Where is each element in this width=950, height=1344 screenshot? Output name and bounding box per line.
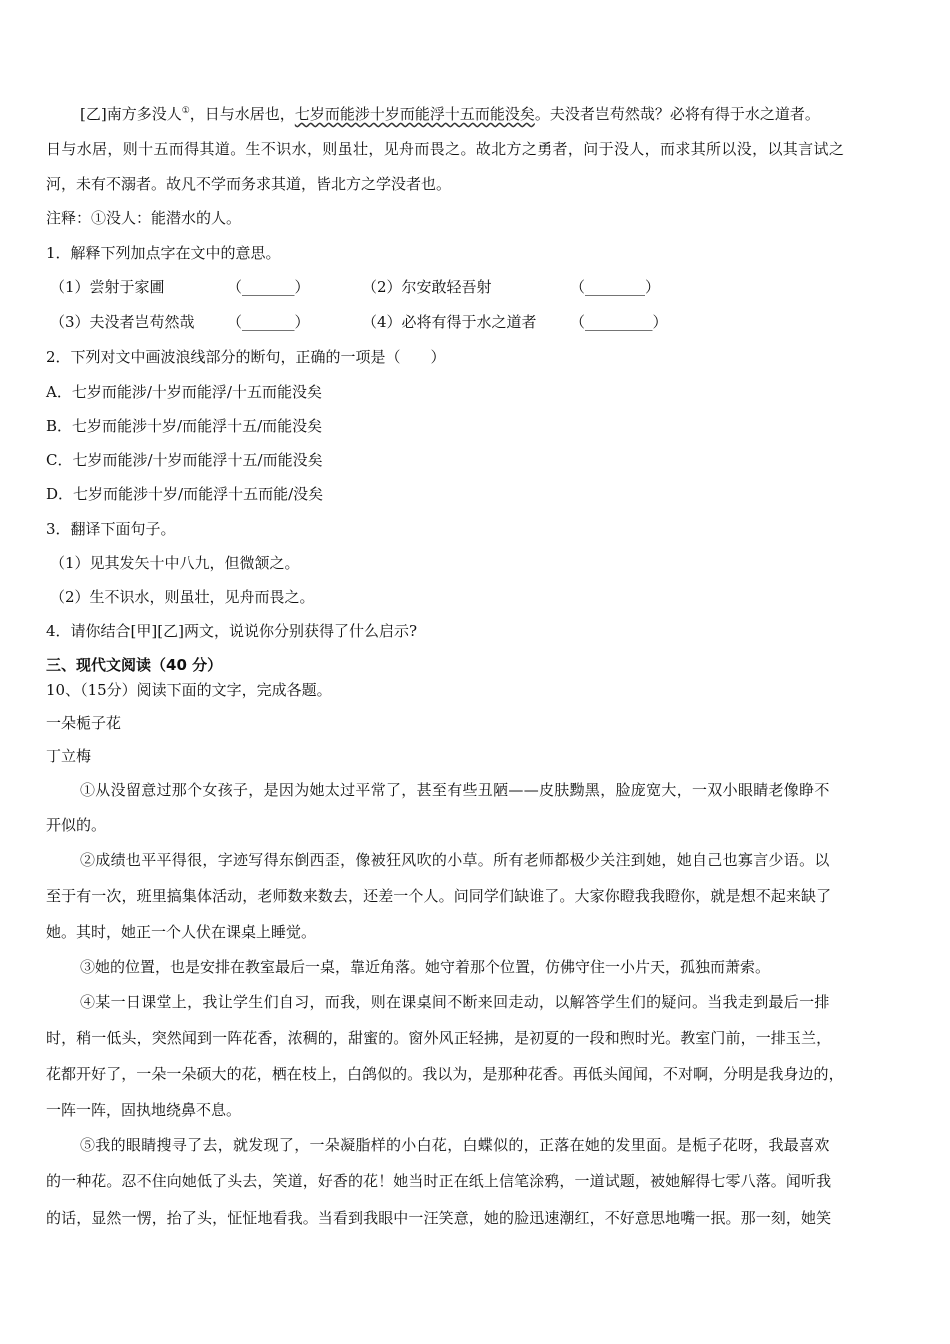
paragraph-4-line-2: 时，稍一低头，突然闻到一阵花香，浓稠的，甜蜜的。窗外风正轻拂，是初夏的一段和煦时光。教室门前，一排玉兰， [46, 1029, 832, 1047]
passage-b-text: 。夫没者岂苟然哉？必将有得于水之道者。 [534, 105, 820, 123]
wavy-underlined-sentence: 七岁而能涉十岁而能浮十五而能没矣 [294, 105, 535, 123]
paragraph-2-line-3: 她。其时，她正一个人伏在课桌上睡觉。 [46, 923, 317, 941]
question-1-item-4-label: （4）必将有得于水之道者 [362, 313, 537, 331]
paragraph-4-line-4: 一阵一阵，固执地绕鼻不息。 [46, 1101, 242, 1119]
paragraph-3-line-1: ③她的位置，也是安排在教室最后一桌，靠近角落。她守着那个位置，仿佛守住一小片天，孤独而萧索。 [80, 958, 771, 976]
paragraph-4-line-1: ④某一日课堂上，我让学生们自习，而我，则在课桌间不断来回走动，以解答学生们的疑问。当我走到最后一排 [80, 993, 830, 1011]
question-1-item-4-blank[interactable]: （_________） [570, 313, 668, 331]
question-4-stem: 4．请你结合[甲][乙]两文，说说你分别获得了什么启示? [46, 622, 417, 640]
annotation-note: 注释：①没人：能潜水的人。 [46, 209, 242, 227]
question-2-option-a[interactable]: A．七岁而能涉/十岁而能浮/十五而能没矣 [46, 383, 322, 401]
paragraph-2-line-2: 至于有一次，班里搞集体活动，老师数来数去，还差一个人。问同学们缺谁了。大家你瞪我我瞪你，就是想不起来缺了 [46, 887, 832, 905]
question-3-item-2: （2）生不识水，则虽壮，见舟而畏之。 [50, 588, 315, 606]
footnote-marker: ① [181, 106, 190, 116]
question-3-stem: 3．翻译下面句子。 [46, 520, 176, 538]
question-2-option-c[interactable]: C．七岁而能涉/十岁而能浮十五/而能没矣 [46, 451, 323, 469]
question-1-item-3-label: （3）夫没者岂苟然哉 [50, 313, 195, 331]
paragraph-5-line-3: 的话，显然一愣，抬了头，怔怔地看我。当看到我眼中一汪笑意，她的脸迅速潮红，不好意思地嘴一抿。那一刻，她笑 [46, 1209, 832, 1227]
question-1-item-1-label: （1）尝射于家圃 [50, 278, 165, 296]
question-2-option-d[interactable]: D．七岁而能涉十岁/而能浮十五而能/没矣 [46, 485, 324, 503]
paragraph-2-line-1: ②成绩也平平得很，字迹写得东倒西歪，像被狂风吹的小草。所有老师都极少关注到她，她自己也寡言少语。以 [80, 851, 830, 869]
question-10-instruction: 10、（15分）阅读下面的文字，完成各题。 [46, 681, 332, 699]
paragraph-1-line-2: 开似的。 [46, 816, 107, 834]
article-title: 一朵栀子花 [46, 714, 122, 732]
question-2-stem: 2．下列对文中画波浪线部分的断句，正确的一项是（ ） [46, 348, 446, 366]
paragraph-4-line-3: 花都开好了，一朵一朵硕大的花，栖在枝上，白鸽似的。我以为，是那种花香。再低头闻闻，不对啊，分明是我身边的， [46, 1065, 844, 1083]
paragraph-5-line-2: 的一种花。忍不住向她低了头去，笑道，好香的花！她当时正在纸上信笔涂鸦，一道试题，被她解得七零八落。闻听我 [46, 1172, 832, 1190]
question-1-item-2-label: （2）尔安敢轻吾射 [362, 278, 492, 296]
article-author: 丁立梅 [46, 747, 92, 765]
passage-b-text: ，日与水居也， [189, 105, 295, 123]
question-1-item-2-blank[interactable]: （________） [570, 278, 661, 296]
passage-b-line-1 [80, 104, 904, 124]
question-1-item-1-blank[interactable]: （_______） [227, 278, 310, 296]
question-1-item-3-blank[interactable]: （_______） [227, 313, 310, 331]
paragraph-5-line-1: ⑤我的眼睛搜寻了去，就发现了，一朵凝脂样的小白花，白蝶似的，正落在她的发里面。是栀子花呀，我最喜欢 [80, 1136, 830, 1154]
passage-b-line-2: 日与水居，则十五而得其道。生不识水，则虽壮，见舟而畏之。故北方之勇者，问于没人，而求其所以没，以其言试之 [46, 140, 845, 158]
question-2-option-b[interactable]: B．七岁而能涉十岁/而能浮十五/而能没矣 [46, 417, 323, 435]
section-heading: 三、现代文阅读（40 分） [46, 656, 223, 674]
question-1-stem: 1．解释下列加点字在文中的意思。 [46, 244, 281, 262]
question-3-item-1: （1）见其发矢十中八九，但微颔之。 [50, 554, 300, 572]
paragraph-1-line-1: ①从没留意过那个女孩子，是因为她太过平常了，甚至有些丑陋——皮肤黝黑，脸庞宽大，一双小眼睛老像睁不 [80, 781, 830, 799]
passage-b-line-3: 河，未有不溺者。故凡不学而务求其道，皆北方之学没者也。 [46, 175, 452, 193]
passage-b-prefix: [乙]南方多没人 [80, 105, 182, 123]
